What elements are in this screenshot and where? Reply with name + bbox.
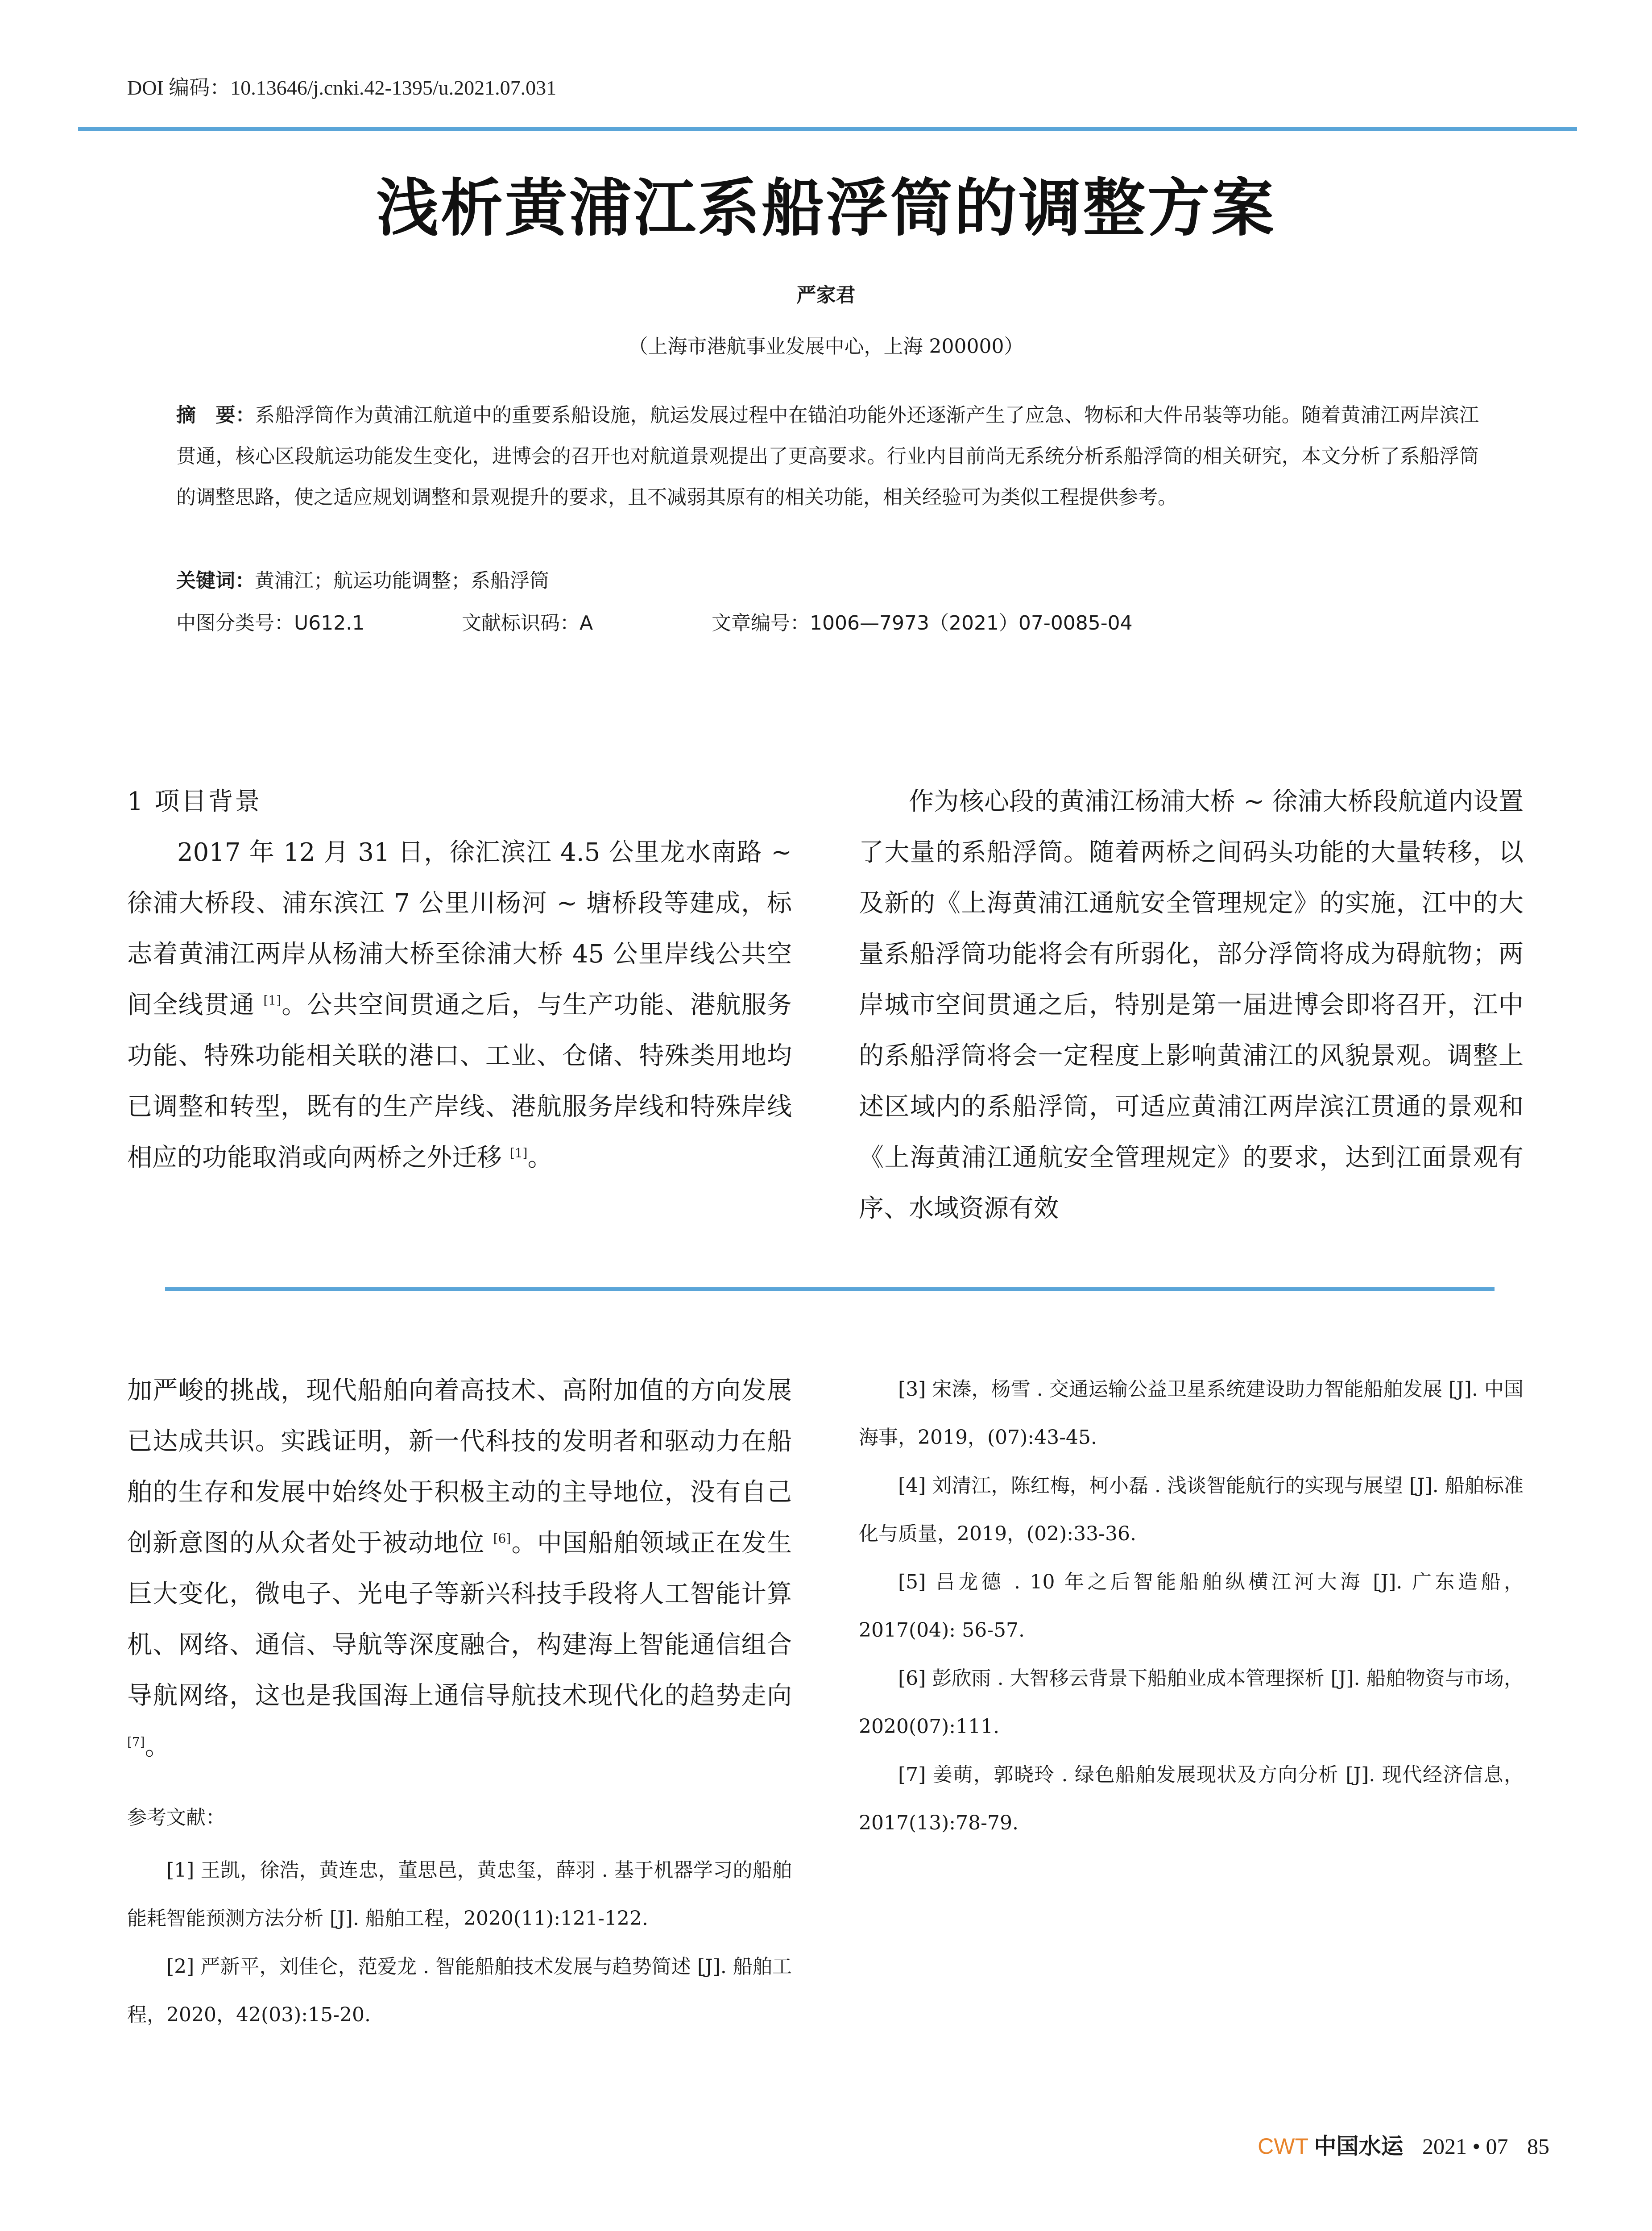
abstract-label: 摘 要： [176,404,255,427]
citation: [1] [263,993,281,1008]
keywords-text: 黄浦江；航运功能调整；系船浮筒 [255,569,549,592]
references-right [859,1365,1524,1847]
article-number: 文章编号：1006—7973（2021）07-0085-04 [712,612,1133,634]
top-rule [78,127,1577,131]
reference-item: [3] 宋溱，杨雪 . 交通运输公益卫星系统建设助力智能船舶发展 [J]. 中国海事，2019，(07):43-45. [859,1378,1524,1449]
reference-item: [7] 姜萌，郭晓玲 . 绿色船舶发展现状及方向分析 [J]. 现代经济信息，2017(13):78-79. [859,1763,1524,1834]
abstract [176,395,1479,518]
reference-item: [2] 严新平，刘佳仑，范爱龙 . 智能船舶技术发展与趋势简述 [J]. 船舶工程，2020，42(03):15-20. [127,1955,792,2026]
middle-rule [165,1287,1495,1291]
cwt-logo: CWT [1258,2134,1308,2159]
magazine-name: 中国水运 [1314,2133,1404,2159]
page-footer [1258,2128,1549,2161]
reference-item: [5] 吕龙德 . 10 年之后智能船舶纵横江河大海 [J]. 广东造船，2017(04): 56-57. [859,1571,1524,1642]
keywords [176,564,549,593]
upper-right-column [859,776,1524,1234]
paragraph: 加严峻的挑战，现代船舶向着高技术、高附加值的方向发展已达成共识。实践证明，新一代科技的发明者和驱动力在船舶的生存和发展中始终处于积极主动的主导地位，没有自己创新意图的从众者处于被动地位 [6]。中国船舶领域正在发生巨大变化，微电子、光电子等新兴科技手段将人工智能计算机、网络、通信、导航等深度融合，构建海上智能通信组合导航网络，这也是我国海上通信导航技术现代化的趋势走向 [7]。 [127,1376,792,1761]
upper-left-column [127,776,792,1183]
reference-item: [1] 王凯，徐浩，黄连忠，董思邑，黄忠玺，薛羽 . 基于机器学习的船舶能耗智能预测方法分析 [J]. 船舶工程，2020(11):121-122. [127,1859,792,1930]
lower-left-column [127,1365,792,1772]
affiliation: （上海市港航事业发展中心，上海 200000） [628,335,1024,358]
paragraph: 作为核心段的黄浦江杨浦大桥 ~ 徐浦大桥段航道内设置了大量的系船浮筒。随着两桥之间码头功能的大量转移，以及新的《上海黄浦江通航安全管理规定》的实施，江中的大量系船浮筒功能将会有所弱化，部分浮筒将成为碍航物；两岸城市空间贯通之后，特别是第一届进博会即将召开，江中的系船浮筒将会一定程度上影响黄浦江的风貌景观。调整上述区域内的系船浮筒，可适应黄浦江两岸滨江贯通的景观和《上海黄浦江通航安全管理规定》的要求，达到江面景观有序、水域资源有效 [859,787,1524,1223]
citation: [1] [509,1145,528,1161]
paper-title: 浅析黄浦江系船浮筒的调整方案 [376,172,1276,245]
doi-line: DOI 编码：10.13646/j.cnki.42-1395/u.2021.07.031 [127,76,557,99]
keywords-label: 关键词： [176,569,255,592]
document-code: 文献标识码：A [462,612,593,634]
references-left [127,1794,792,2039]
clc-number: 中图分类号：U612.1 [176,612,365,634]
issue-number: 2021 • 07 [1422,2134,1508,2159]
author: 严家君 [796,284,856,307]
classification-line [176,607,1133,635]
reference-item: [6] 彭欣雨 . 大智移云背景下船舶业成本管理探析 [J]. 船舶物资与市场，2020(07):111. [859,1667,1524,1738]
citation: [6] [493,1531,511,1546]
section-heading: 1 项目背景 [127,787,262,816]
reference-item: [4] 刘清江，陈红梅，柯小磊 . 浅谈智能航行的实现与展望 [J]. 船舶标准化与质量，2019，(02):33-36. [859,1474,1524,1545]
references-heading: 参考文献： [127,1806,225,1829]
paragraph: 2017 年 12 月 31 日，徐汇滨江 4.5 公里龙水南路 ~ 徐浦大桥段、浦东滨江 7 公里川杨河 ~ 塘桥段等建成，标志着黄浦江两岸从杨浦大桥至徐浦大桥 45 公里岸线公共空间全线贯通 [1]。公共空间贯通之后，与生产功能、港航服务功能、特殊功能相关联的港口、工业、仓储、特殊类用地均已调整和转型，既有的生产岸线、港航服务岸线和特殊岸线相应的功能取消或向两桥之外迁移 [1]。 [127,838,792,1172]
citation: [7] [127,1734,145,1750]
page-number: 85 [1527,2134,1549,2159]
abstract-text: 系船浮筒作为黄浦江航道中的重要系船设施，航运发展过程中在锚泊功能外还逐渐产生了应急、物标和大件吊装等功能。随着黄浦江两岸滨江贯通，核心区段航运功能发生变化，进博会的召开也对航道景观提出了更高要求。行业内目前尚无系统分析系船浮筒的相关研究，本文分析了系船浮筒的调整思路，使之适应规划调整和景观提升的要求，且不减弱其原有的相关功能，相关经验可为类似工程提供参考。 [176,404,1479,509]
